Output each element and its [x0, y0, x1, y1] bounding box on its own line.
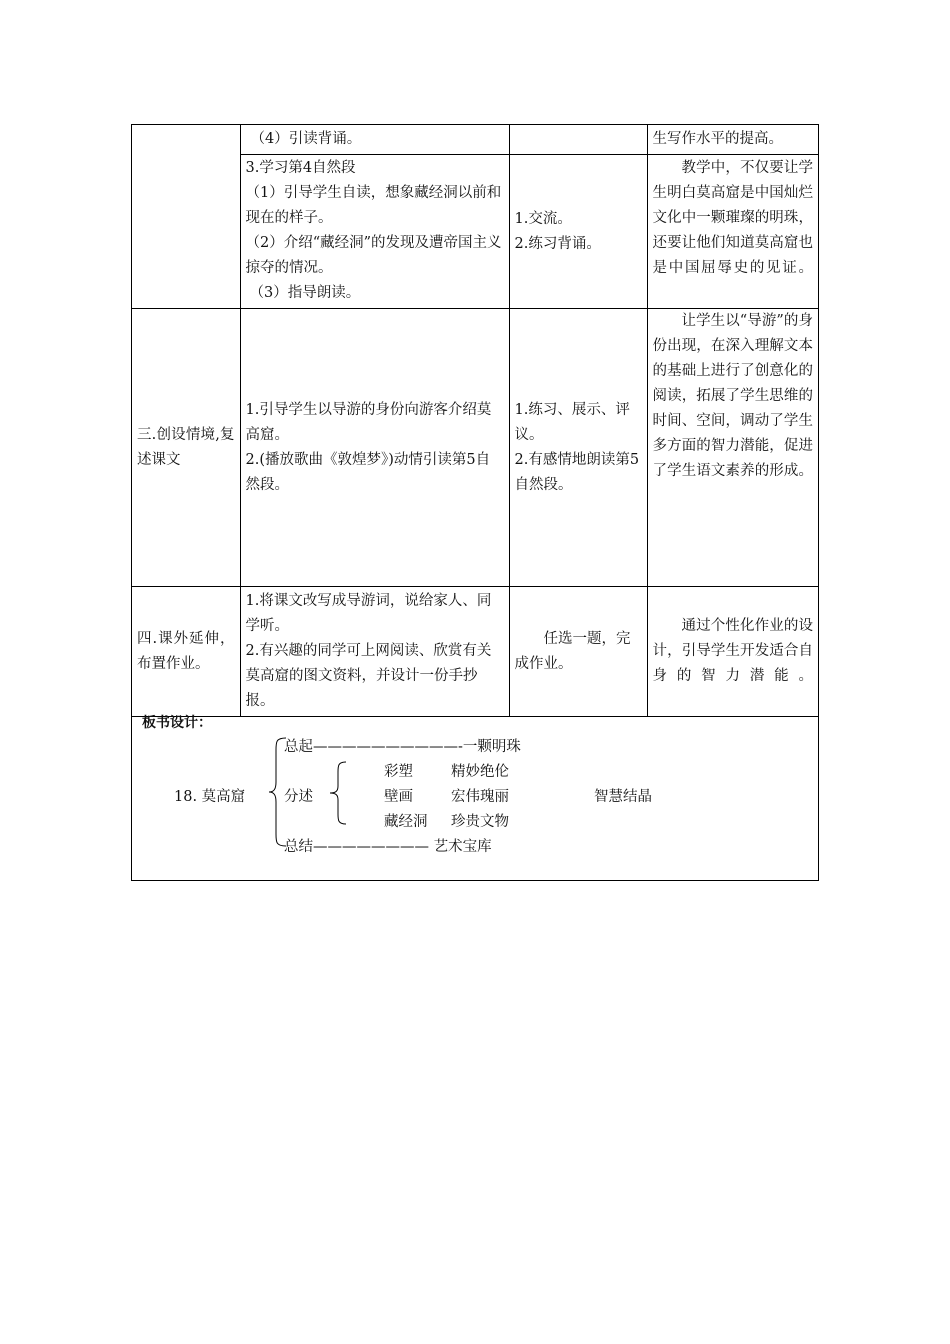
lesson-plan-table-frame — [131, 124, 819, 881]
teacher-activity-text: （1）引导学生自读，想象藏经洞以前和现在的样子。 — [245, 185, 502, 226]
design-intent-text: 教学中，不仅要让学生明白莫高窟是中国灿烂文化中一颗璀璨的明珠，还要让他们知道莫高窟也是中国屈辱史的见证。 — [652, 160, 813, 276]
stage-cell — [132, 125, 240, 309]
student-activity-text: 1.练习、展示、评议。 — [514, 401, 630, 443]
student-activity-cell — [509, 155, 647, 309]
teacher-activity-text: （4）引读背诵。 — [250, 131, 362, 147]
student-activity-cell — [509, 125, 647, 155]
design-intent-text: 生写作水平的提高。 — [652, 131, 783, 147]
student-activity-text: 2.练习背诵。 — [514, 235, 601, 252]
student-activity-cell — [509, 587, 647, 717]
stage-cell — [132, 309, 240, 587]
item-desc: 精妙绝伦 — [451, 764, 509, 780]
teacher-activity-cell — [240, 309, 509, 587]
wisdom-text: 智慧结晶 — [594, 789, 652, 805]
detail-label: 分述 — [284, 789, 313, 805]
design-intent-text: 通过个性化作业的设计，引导学生开发适合自身的智力潜能。 — [652, 618, 813, 684]
design-intent-cell — [647, 125, 818, 155]
teacher-activity-text: 1.将课文改写成导游词，说给家人、同学听。 — [245, 593, 492, 634]
small-brace-icon — [328, 760, 348, 826]
teacher-activity-cell — [240, 125, 509, 155]
teacher-activity-text: （3）指导朗读。 — [249, 285, 361, 301]
design-intent-cell — [647, 309, 818, 587]
student-activity-cell — [509, 309, 647, 587]
stage-cell — [132, 587, 240, 717]
design-intent-cell — [647, 587, 818, 717]
student-activity-text: 1.交流。 — [514, 210, 572, 227]
teacher-activity-cell — [240, 587, 509, 717]
teacher-activity-text: 1.引导学生以导游的身份向游客介绍莫高窟。 — [245, 401, 492, 443]
lesson-plan-table — [132, 125, 818, 717]
intro-line: 总起——————————-一颗明珠 — [284, 739, 521, 755]
table-row — [132, 587, 818, 717]
item-desc: 宏伟瑰丽 — [451, 789, 509, 805]
design-intent-cell — [647, 155, 818, 309]
summary-line: 总结———————— 艺术宝库 — [284, 839, 492, 855]
teacher-activity-text: 3.学习第4自然段 — [245, 160, 356, 176]
teacher-activity-text: 2.有兴趣的同学可上网阅读、欣赏有关莫高窟的图文资料，并设计一份手抄报。 — [245, 643, 492, 709]
teacher-activity-text: 2.(播放歌曲《敦煌梦》)动情引读第5自然段。 — [245, 451, 491, 493]
teacher-activity-cell — [240, 155, 509, 309]
item-desc: 珍贵文物 — [451, 814, 509, 830]
stage-text: 三.创设情境,复述课文 — [137, 426, 235, 468]
student-activity-text: 2.有感情地朗读第5自然段。 — [514, 451, 640, 493]
student-activity-text: 任选一题，完成作业。 — [514, 630, 631, 672]
design-intent-text: 让学生以“导游”的身份出现，在深入理解文本的基础上进行了创意化的阅读，拓展了学生思维的时间、空间，调动了学生多方面的智力潜能，促进了学生语文素养的形成。 — [652, 313, 813, 479]
table-row — [132, 309, 818, 587]
table-row — [132, 125, 818, 155]
stage-text: 四.课外延伸，布置作业。 — [137, 630, 235, 672]
item-name: 藏经洞 — [384, 814, 428, 830]
teacher-activity-text: （2）介绍“藏经洞”的发现及遭帝国主义掠夺的情况。 — [245, 235, 502, 276]
blackboard-design — [132, 706, 818, 881]
lesson-title: 18. 莫高窟 — [174, 789, 246, 805]
blackboard-title: 板书设计： — [142, 715, 212, 731]
item-name: 壁画 — [384, 789, 413, 805]
item-name: 彩塑 — [384, 764, 413, 780]
